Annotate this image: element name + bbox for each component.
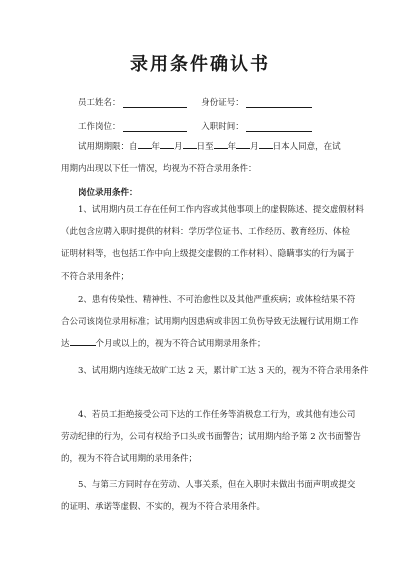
position-blank[interactable] [123,122,187,132]
end-day-blank[interactable] [259,140,273,149]
item-line: 证明材料等，也包括工作中向上级提交虚假的工作材料）、隐瞒事实的行为属于 [61,249,355,260]
field-row-position-hire [78,120,312,132]
item-line: 4、若员工拒绝接受公司下达的工作任务等消极怠工行为，或其他有违公司 [78,410,356,420]
item-line: 5、与第三方同时存在劳动、人事关系，但在入职时未做出书面声明或提交 [78,480,356,490]
employee-name-blank[interactable] [123,98,187,108]
months-blank[interactable] [70,337,96,346]
employee-name-field[interactable] [78,96,187,108]
position-field[interactable] [78,120,187,132]
condition-item-4 [61,404,361,471]
hire-date-field[interactable] [201,120,312,132]
field-row-name-id [78,96,312,108]
condition-item-3 [61,360,369,382]
item-line: 不符合录用条件； [61,271,130,282]
id-number-label: 身份证号： [201,98,244,108]
item-line: 达 个月或以上的，视为不符合试用期录用条件； [61,339,266,350]
condition-item-1 [61,199,364,288]
start-year-blank[interactable] [138,140,152,149]
condition-item-2 [61,289,359,356]
item-line: 劳动纪律的行为，公司有权给予口头或书面警告；试用期内给予第 2 次书面警告 [61,432,361,443]
condition-item-5 [61,474,356,518]
item-line: 2、患有传染性、精神性、不可治愈性以及其他严重疾病；或体检结果不符 [78,295,356,305]
end-month-blank[interactable] [236,140,250,149]
item-line: （此包含应聘入职时提供的材料：学历学位证书、工作经历、教育经历、体检 [61,227,351,238]
hire-date-label: 入职时间： [201,122,244,132]
probation-intro-line-2: 用期内出现以下任一情况，均视为不符合录用条件： [61,164,257,175]
probation-intro [61,136,343,180]
end-year-blank[interactable] [214,140,228,149]
item-line: 的证明、承诺等虚假、不实的，视为不符合录用条件。 [61,502,266,513]
item-line: 3、试用期内连续无故旷工达 2 天，累计旷工达 3 天的，视为不符合录用条件 [78,366,369,376]
section-heading: 岗位录用条件： [78,188,138,198]
item-line: 合公司该岗位录用标准；试用期内因患病或非因工负伤导致无法履行试用期工作 [61,317,359,328]
position-label: 工作岗位： [78,122,121,132]
id-number-field[interactable] [201,96,312,108]
document-title: 录用条件确认书 [130,54,270,75]
item-line: 1、试用期内员工存在任何工作内容或其他事项上的虚假陈述、提交虚假材料 [78,205,364,215]
id-number-blank[interactable] [246,98,312,108]
start-day-blank[interactable] [183,140,197,149]
start-month-blank[interactable] [160,140,174,149]
item-line: 的，视为不符合试用期的录用条件； [61,454,198,465]
employee-name-label: 员工姓名： [78,98,121,108]
hire-date-blank[interactable] [246,122,312,132]
probation-period-line: 试用期期限：自 年 月 日至 年 月 日本人同意，在试 [78,142,341,152]
